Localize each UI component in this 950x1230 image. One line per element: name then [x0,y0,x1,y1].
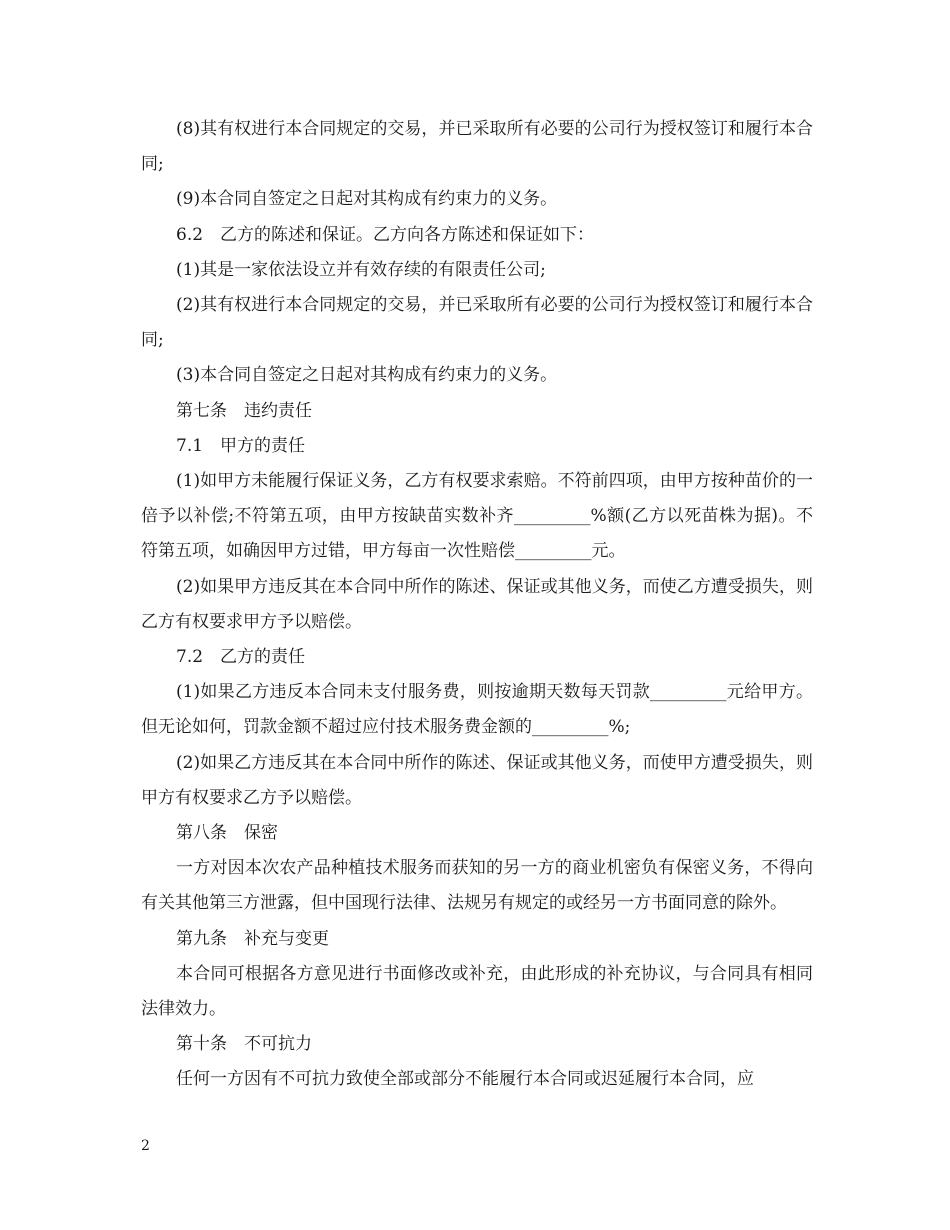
section-6-2-heading: 6.2 乙方的陈述和保证。乙方向各方陈述和保证如下： [176,224,595,245]
paragraph-6-2-2: (2)其有权进行本合同规定的交易，并已采取所有必要的公司行为授权签订和履行本合同; [141,295,813,351]
article-8-heading: 第八条 保密 [176,823,278,844]
paragraph-6-2-3: (3)本合同自签定之日起对其构成有约束力的义务。 [176,365,558,386]
article-10-heading: 第十条 不可抗力 [176,1034,312,1055]
section-7-1-heading: 7.1 甲方的责任 [176,435,306,456]
paragraph-7-2-2: (2)如果乙方违反其在本合同中所作的陈述、保证或其他义务，而使甲方遭受损失，则甲方有权要求乙方予以赔偿。 [141,752,813,808]
paragraph-9: (9)本合同自签定之日起对其构成有约束力的义务。 [176,189,558,210]
paragraph-8: (8)其有权进行本合同规定的交易，并已采取所有必要的公司行为授权签订和履行本合同; [141,119,813,175]
article-9-heading: 第九条 补充与变更 [176,928,329,949]
article-7-heading: 第七条 违约责任 [176,400,312,421]
paragraph-6-2-1: (1)其是一家依法设立并有效存续的有限责任公司; [176,259,546,280]
paragraph-article-8: 一方对因本次农产品种植技术服务而获知的另一方的商业机密负有保密义务，不得向有关其他第三方泄露，但中国现行法律、法规另有规定的或经另一方书面同意的除外。 [141,858,813,914]
section-7-2-heading: 7.2 乙方的责任 [176,647,306,668]
paragraph-article-10: 任何一方因有不可抗力致使全部或部分不能履行本合同或迟延履行本合同，应 [176,1069,754,1090]
paragraph-7-1-2: (2)如果甲方违反其在本合同中所作的陈述、保证或其他义务，而使乙方遭受损失，则乙方有权要求甲方予以赔偿。 [141,576,813,632]
paragraph-article-9: 本合同可根据各方意见进行书面修改或补充，由此形成的补充协议，与合同具有相同法律效力。 [141,963,813,1020]
page-number: 2 [141,1138,150,1154]
document-body [141,112,813,1098]
paragraph-7-2-1: (1)如果乙方违反本合同未支付服务费，则按逾期天数每天罚款_________元给甲方。但无论如何，罚款金额不超过应付技术服务费金额的_________%; [141,682,813,738]
paragraph-7-1-1: (1)如甲方未能履行保证义务，乙方有权要求索赔。不符前四项，由甲方按种苗价的一倍予以补偿;不符第五项，由甲方按缺苗实数补齐_________%额(乙方以死苗株为据)。不符第五项，如确因甲方过错，甲方每亩一次性赔偿_________元。 [141,471,813,562]
